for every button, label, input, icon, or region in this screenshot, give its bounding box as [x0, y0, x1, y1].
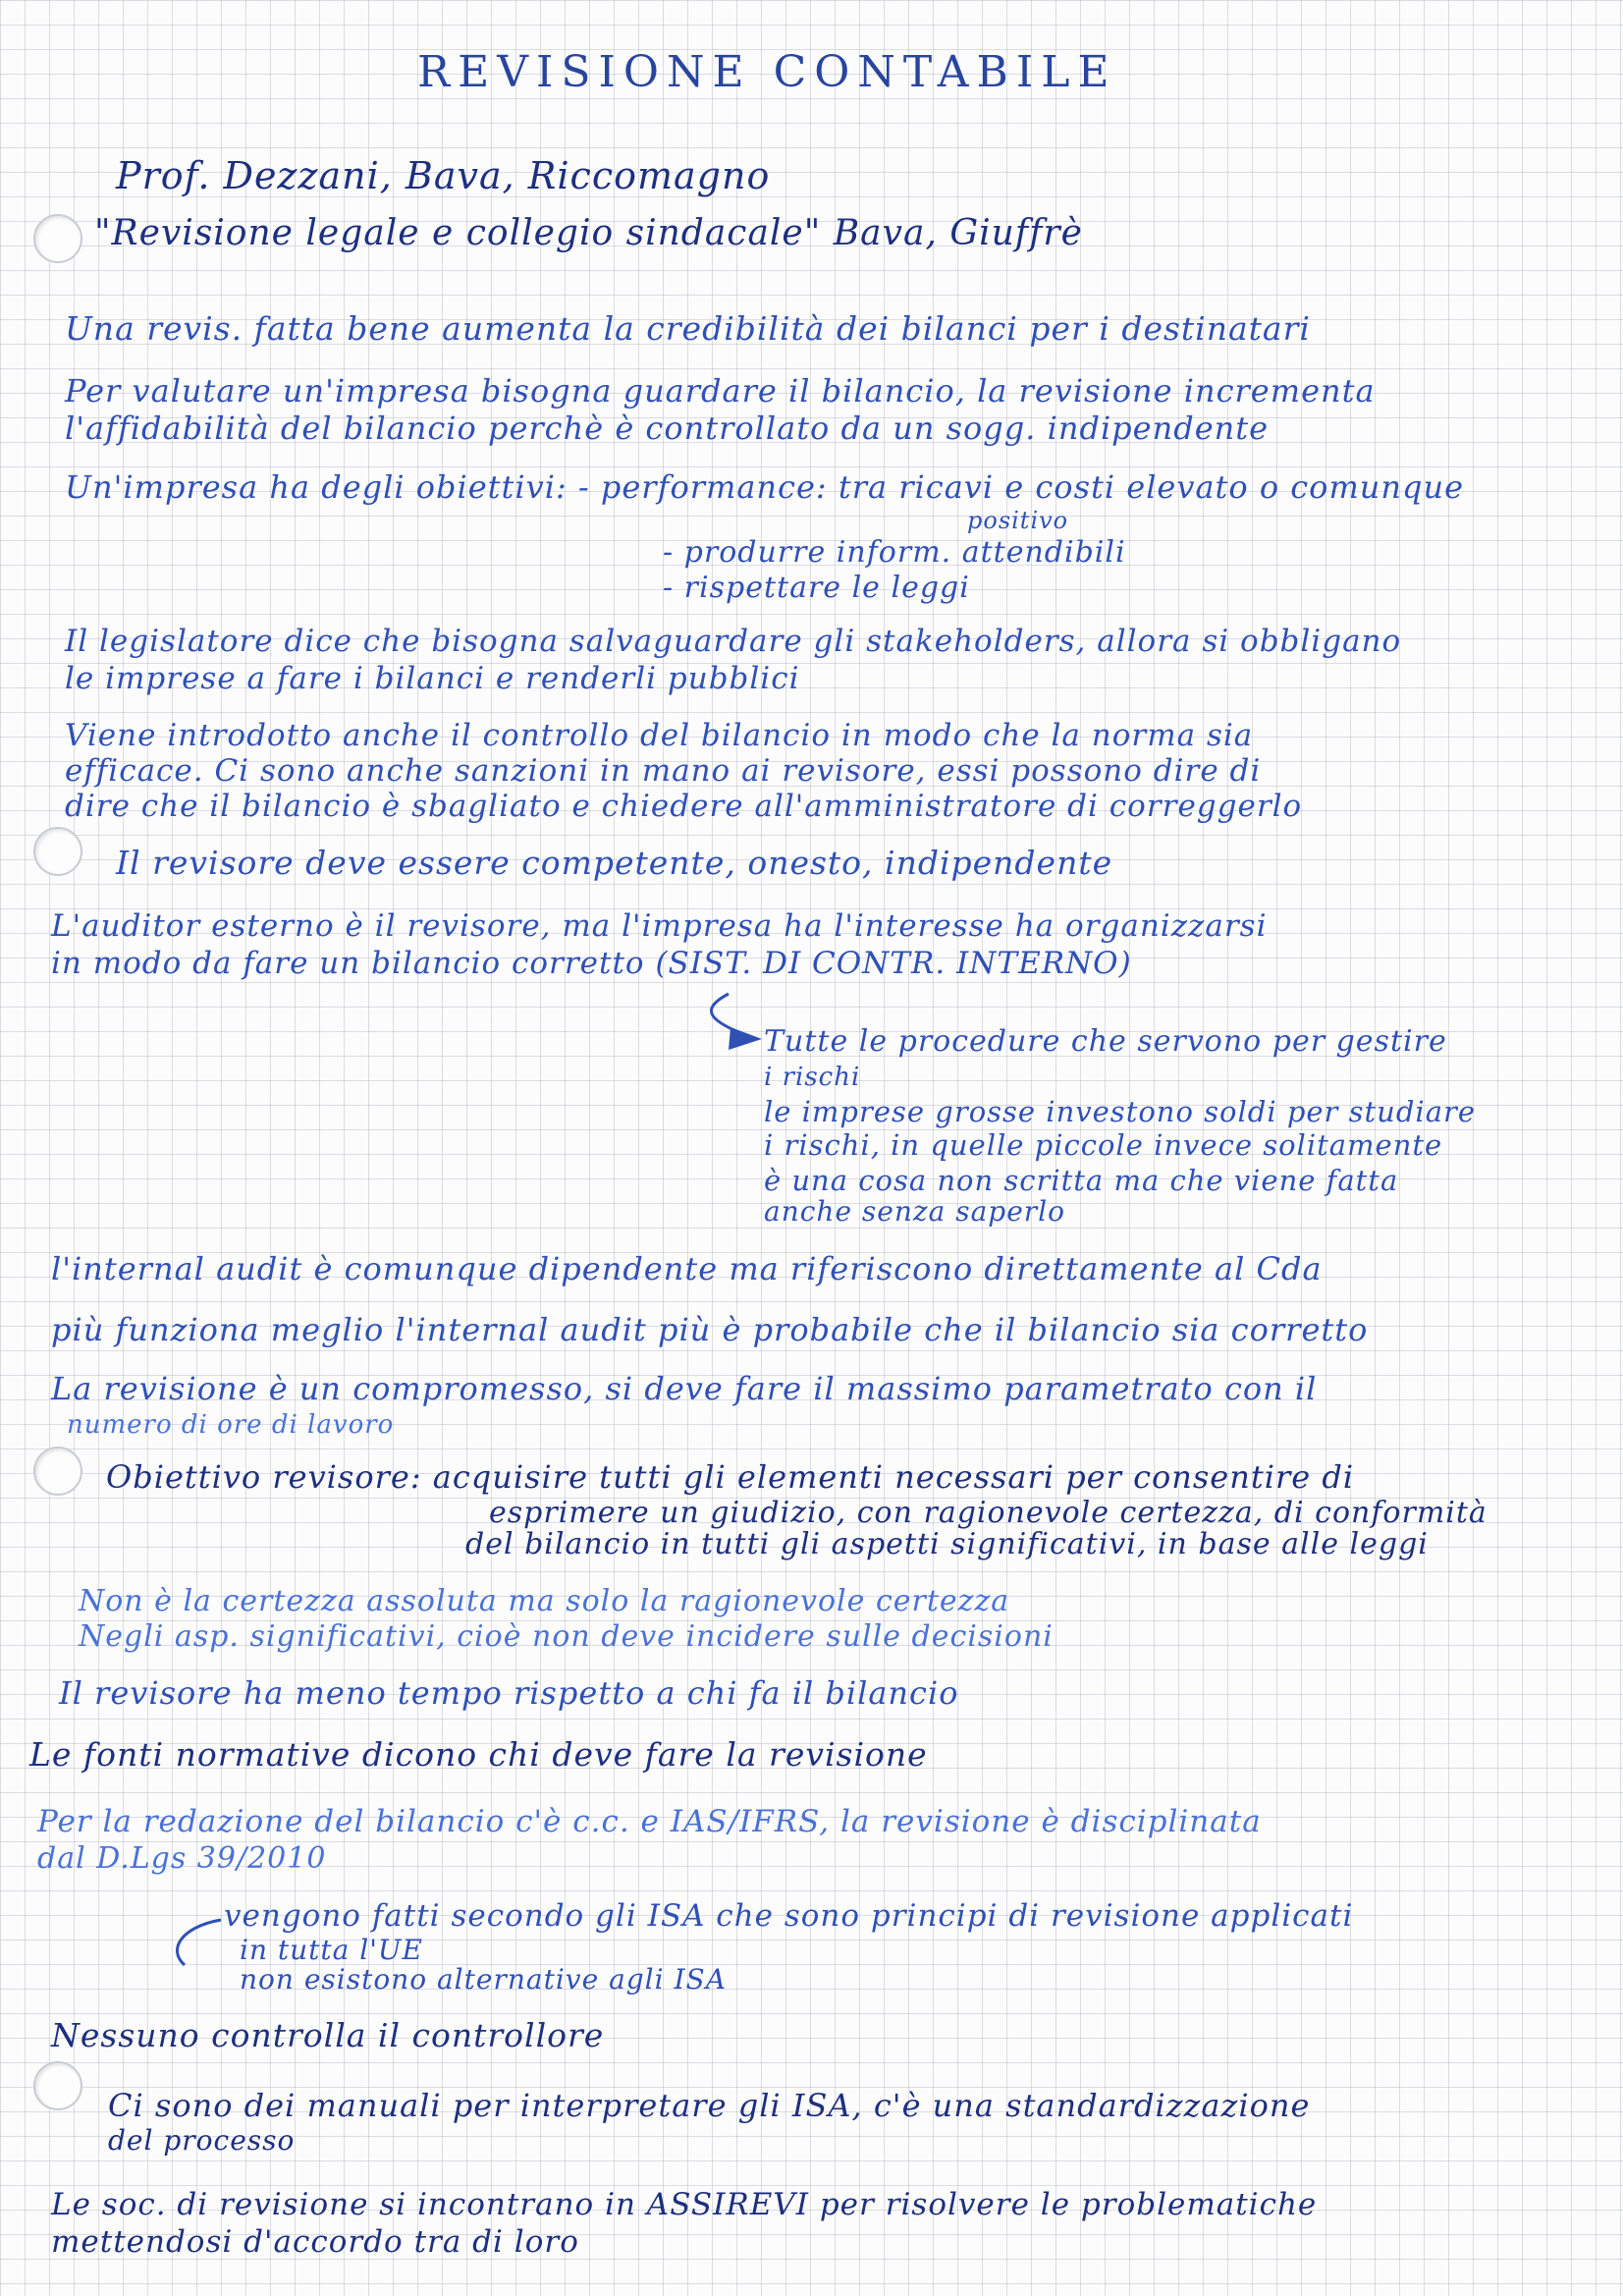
note-line: è una cosa non scritta ma che viene fatta — [764, 1164, 1399, 1197]
note-line: Un'impresa ha degli obiettivi: - performance: tra ricavi e costi elevato o comunque — [65, 468, 1465, 506]
note-line: in modo da fare un bilancio corretto (SIST. DI CONTR. INTERNO) — [51, 946, 1132, 981]
note-line: Per valutare un'impresa bisogna guardare il bilancio, la revisione incrementa — [65, 372, 1376, 410]
note-line: L'auditor esterno è il revisore, ma l'impresa ha l'interesse ha organizzarsi — [51, 908, 1268, 944]
note-line: i rischi — [764, 1063, 861, 1092]
reference-book-line: "Revisione legale e collegio sindacale" Bava, Giuffrè — [94, 213, 1083, 253]
note-line: Per la redazione del bilancio c'è c.c. e IAS/IFRS, la revisione è disciplinata — [37, 1804, 1262, 1839]
note-line: Negli asp. significativi, cioè non deve incidere sulle decisioni — [79, 1619, 1054, 1654]
note-line: del bilancio in tutti gli aspetti significativi, in base alle leggi — [465, 1527, 1429, 1561]
note-line: in tutta l'UE — [240, 1934, 423, 1966]
punch-hole-3 — [33, 1447, 82, 1496]
note-line: dal D.Lgs 39/2010 — [37, 1841, 327, 1876]
note-line: l'affidabilità del bilancio perchè è controllato da un sogg. indipendente — [65, 410, 1270, 447]
note-line: efficace. Ci sono anche sanzioni in mano ai revisore, essi possono dire di — [65, 753, 1262, 789]
note-line: Non è la certezza assoluta ma solo la ragionevole certezza — [79, 1584, 1010, 1618]
note-line: anche senza saperlo — [764, 1195, 1065, 1228]
note-line: Il revisore ha meno tempo rispetto a chi fa il bilancio — [59, 1674, 959, 1712]
punch-hole-4 — [33, 2061, 82, 2110]
note-line: i rischi, in quelle piccole invece solitamente — [764, 1128, 1443, 1162]
note-line: non esistono alternative agli ISA — [240, 1963, 727, 1995]
punch-hole-1 — [33, 214, 82, 263]
note-line: Le soc. di revisione si incontrano in ASSIREVI per risolvere le problematiche — [51, 2187, 1318, 2222]
punch-hole-2 — [33, 827, 82, 876]
note-line: più funziona meglio l'internal audit più è probabile che il bilancio sia corretto — [51, 1311, 1369, 1348]
note-line: Il legislatore dice che bisogna salvaguardare gli stakeholders, allora si obbligano — [65, 624, 1402, 659]
note-line: Ci sono dei manuali per interpretare gli ISA, c'è una standardizzazione — [108, 2087, 1311, 2124]
note-line: l'internal audit è comunque dipendente ma riferiscono direttamente al Cda — [51, 1250, 1323, 1287]
note-line: Il revisore deve essere competente, onesto, indipendente — [116, 844, 1113, 882]
note-line: Una revis. fatta bene aumenta la credibilità dei bilanci per i destinatari — [65, 309, 1311, 348]
note-line: Le fonti normative dicono chi deve fare la revisione — [29, 1735, 928, 1774]
note-line: Obiettivo revisore: acquisire tutti gli elementi necessari per consentire di — [106, 1458, 1355, 1496]
professors-line: Prof. Dezzani, Bava, Riccomagno — [116, 154, 771, 197]
note-line: Viene introdotto anche il controllo del bilancio in modo che la norma sia — [65, 718, 1254, 753]
note-line: - rispettare le leggi — [663, 571, 970, 605]
page-title: REVISIONE CONTABILE — [417, 47, 1117, 97]
note-line: del processo — [108, 2124, 296, 2157]
note-line: La revisione è un compromesso, si deve fare il massimo parametrato con il — [51, 1370, 1318, 1407]
note-line: numero di ore di lavoro — [67, 1410, 395, 1440]
note-line: le imprese a fare i bilanci e renderli pubblici — [65, 661, 800, 696]
note-line: le imprese grosse investono soldi per studiare — [764, 1095, 1477, 1128]
note-line: Tutte le procedure che servono per gestire — [764, 1024, 1447, 1059]
note-line: esprimere un giudizio, con ragionevole certezza, di conformità — [489, 1496, 1488, 1530]
note-line: dire che il bilancio è sbagliato e chiedere all'amministratore di correggerlo — [65, 789, 1303, 824]
note-line: positivo — [967, 507, 1069, 534]
note-line: Nessuno controlla il controllore — [51, 2016, 605, 2054]
note-line: - produrre inform. attendibili — [663, 535, 1126, 570]
note-line: vengono fatti secondo gli ISA che sono principi di revisione applicati — [224, 1898, 1354, 1934]
note-line: mettendosi d'accordo tra di loro — [51, 2224, 579, 2260]
